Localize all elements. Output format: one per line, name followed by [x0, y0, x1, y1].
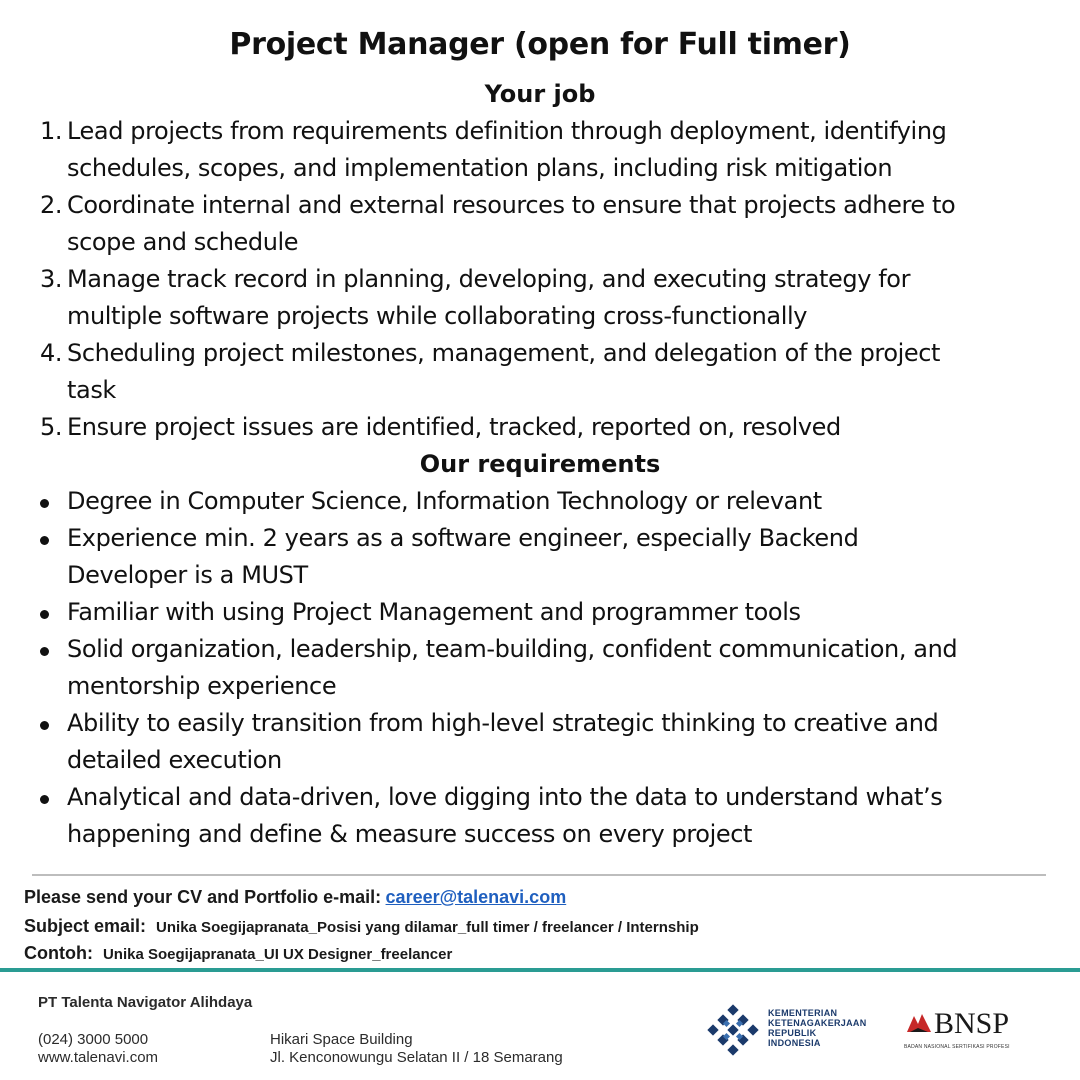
requirement-text: Solid organization, leadership, team-building, confident communication, and	[67, 635, 958, 663]
kemnaker-text-line: KETENAGAKERJAAN	[768, 1018, 867, 1028]
requirements-section-heading: Our requirements	[419, 450, 661, 478]
bullet-icon	[40, 536, 49, 545]
job-item-text: Coordinate internal and external resources to ensure that projects adhere to	[67, 191, 956, 219]
job-item-3	[0, 261, 955, 335]
company-building: Hikari Space Building	[270, 1031, 413, 1048]
requirement-text: Developer is a MUST	[67, 561, 308, 589]
bullet-icon	[40, 647, 49, 656]
requirement-text: detailed execution	[67, 746, 282, 774]
send-cv-label: Please send your CV and Portfolio e-mail:	[24, 887, 382, 907]
job-item-text: Ensure project issues are identified, tracked, reported on, resolved	[67, 413, 841, 441]
requirement-item-1	[0, 483, 957, 520]
requirement-text: Familiar with using Project Management and programmer tools	[67, 598, 801, 626]
requirement-text: Degree in Computer Science, Information Technology or relevant	[67, 487, 822, 515]
page-title: Project Manager (open for Full timer)	[229, 27, 851, 62]
company-website[interactable]: www.talenavi.com	[38, 1049, 159, 1066]
footer-accent-line	[0, 968, 1080, 972]
requirement-item-6	[0, 779, 957, 853]
company-name: PT Talenta Navigator Alihdaya	[38, 994, 253, 1011]
job-item-marker: 5.	[40, 413, 63, 441]
requirement-item-2	[0, 520, 957, 594]
example-value: Unika Soegijapranata_UI UX Designer_freelancer	[102, 946, 453, 963]
job-item-4	[0, 335, 955, 409]
job-item-text: scope and schedule	[67, 228, 299, 256]
subject-value: Unika Soegijapranata_Posisi yang dilamar_full timer / freelancer / Internship	[156, 919, 699, 936]
requirement-item-3	[0, 594, 957, 631]
email-link[interactable]: career@talenavi.com	[385, 887, 567, 907]
job-item-marker: 3.	[40, 265, 63, 293]
bnsp-logo-subtitle: BADAN NASIONAL SERTIFIKASI PROFESI	[904, 1044, 1010, 1050]
example-line	[24, 943, 452, 964]
job-item-text: schedules, scopes, and implementation plans, including risk mitigation	[67, 154, 893, 182]
kemnaker-text-line: KEMENTERIAN	[768, 1008, 838, 1018]
example-label: Contoh:	[24, 943, 93, 963]
job-section-heading: Your job	[484, 80, 596, 108]
kemnaker-text-line: REPUBLIK	[768, 1028, 817, 1038]
section-divider	[32, 874, 1046, 876]
bullet-icon	[40, 610, 49, 619]
job-item-marker: 4.	[40, 339, 63, 367]
bullet-icon	[40, 721, 49, 730]
requirement-text: happening and define & measure success on every project	[67, 820, 753, 848]
job-item-text: Manage track record in planning, developing, and executing strategy for	[67, 265, 911, 293]
requirement-text: Ability to easily transition from high-level strategic thinking to creative and	[67, 709, 939, 737]
requirement-item-5	[0, 705, 957, 779]
requirement-item-4	[0, 631, 957, 705]
job-item-1	[0, 113, 955, 187]
subject-line	[24, 916, 699, 937]
kemnaker-logo-text	[768, 1008, 867, 1048]
subject-label: Subject email:	[24, 916, 147, 936]
company-phone: (024) 3000 5000	[38, 1031, 149, 1048]
job-item-text: Scheduling project milestones, management, and delegation of the project	[67, 339, 941, 367]
job-item-text: Lead projects from requirements definition through deployment, identifying	[67, 117, 947, 145]
bnsp-logo-icon	[904, 1008, 934, 1038]
job-item-2	[0, 187, 955, 261]
requirements-list	[0, 483, 957, 853]
requirement-text: mentorship experience	[67, 672, 337, 700]
requirement-text: Experience min. 2 years as a software engineer, especially Backend	[67, 524, 859, 552]
job-item-marker: 2.	[40, 191, 63, 219]
send-cv-line	[24, 887, 566, 908]
bullet-icon	[40, 499, 49, 508]
bnsp-logo-text: BNSP	[934, 1007, 1010, 1040]
job-item-5	[0, 409, 955, 446]
job-list	[0, 113, 955, 446]
bullet-icon	[40, 795, 49, 804]
job-item-marker: 1.	[40, 117, 63, 145]
kemnaker-logo-icon	[702, 1004, 764, 1060]
job-item-text: task	[67, 376, 116, 404]
requirement-text: Analytical and data-driven, love digging into the data to understand what’s	[67, 783, 943, 811]
kemnaker-text-line: INDONESIA	[768, 1038, 821, 1048]
job-item-text: multiple software projects while collaborating cross-functionally	[67, 302, 808, 330]
company-address: Jl. Kenconowungu Selatan II / 18 Semarang	[270, 1049, 563, 1066]
